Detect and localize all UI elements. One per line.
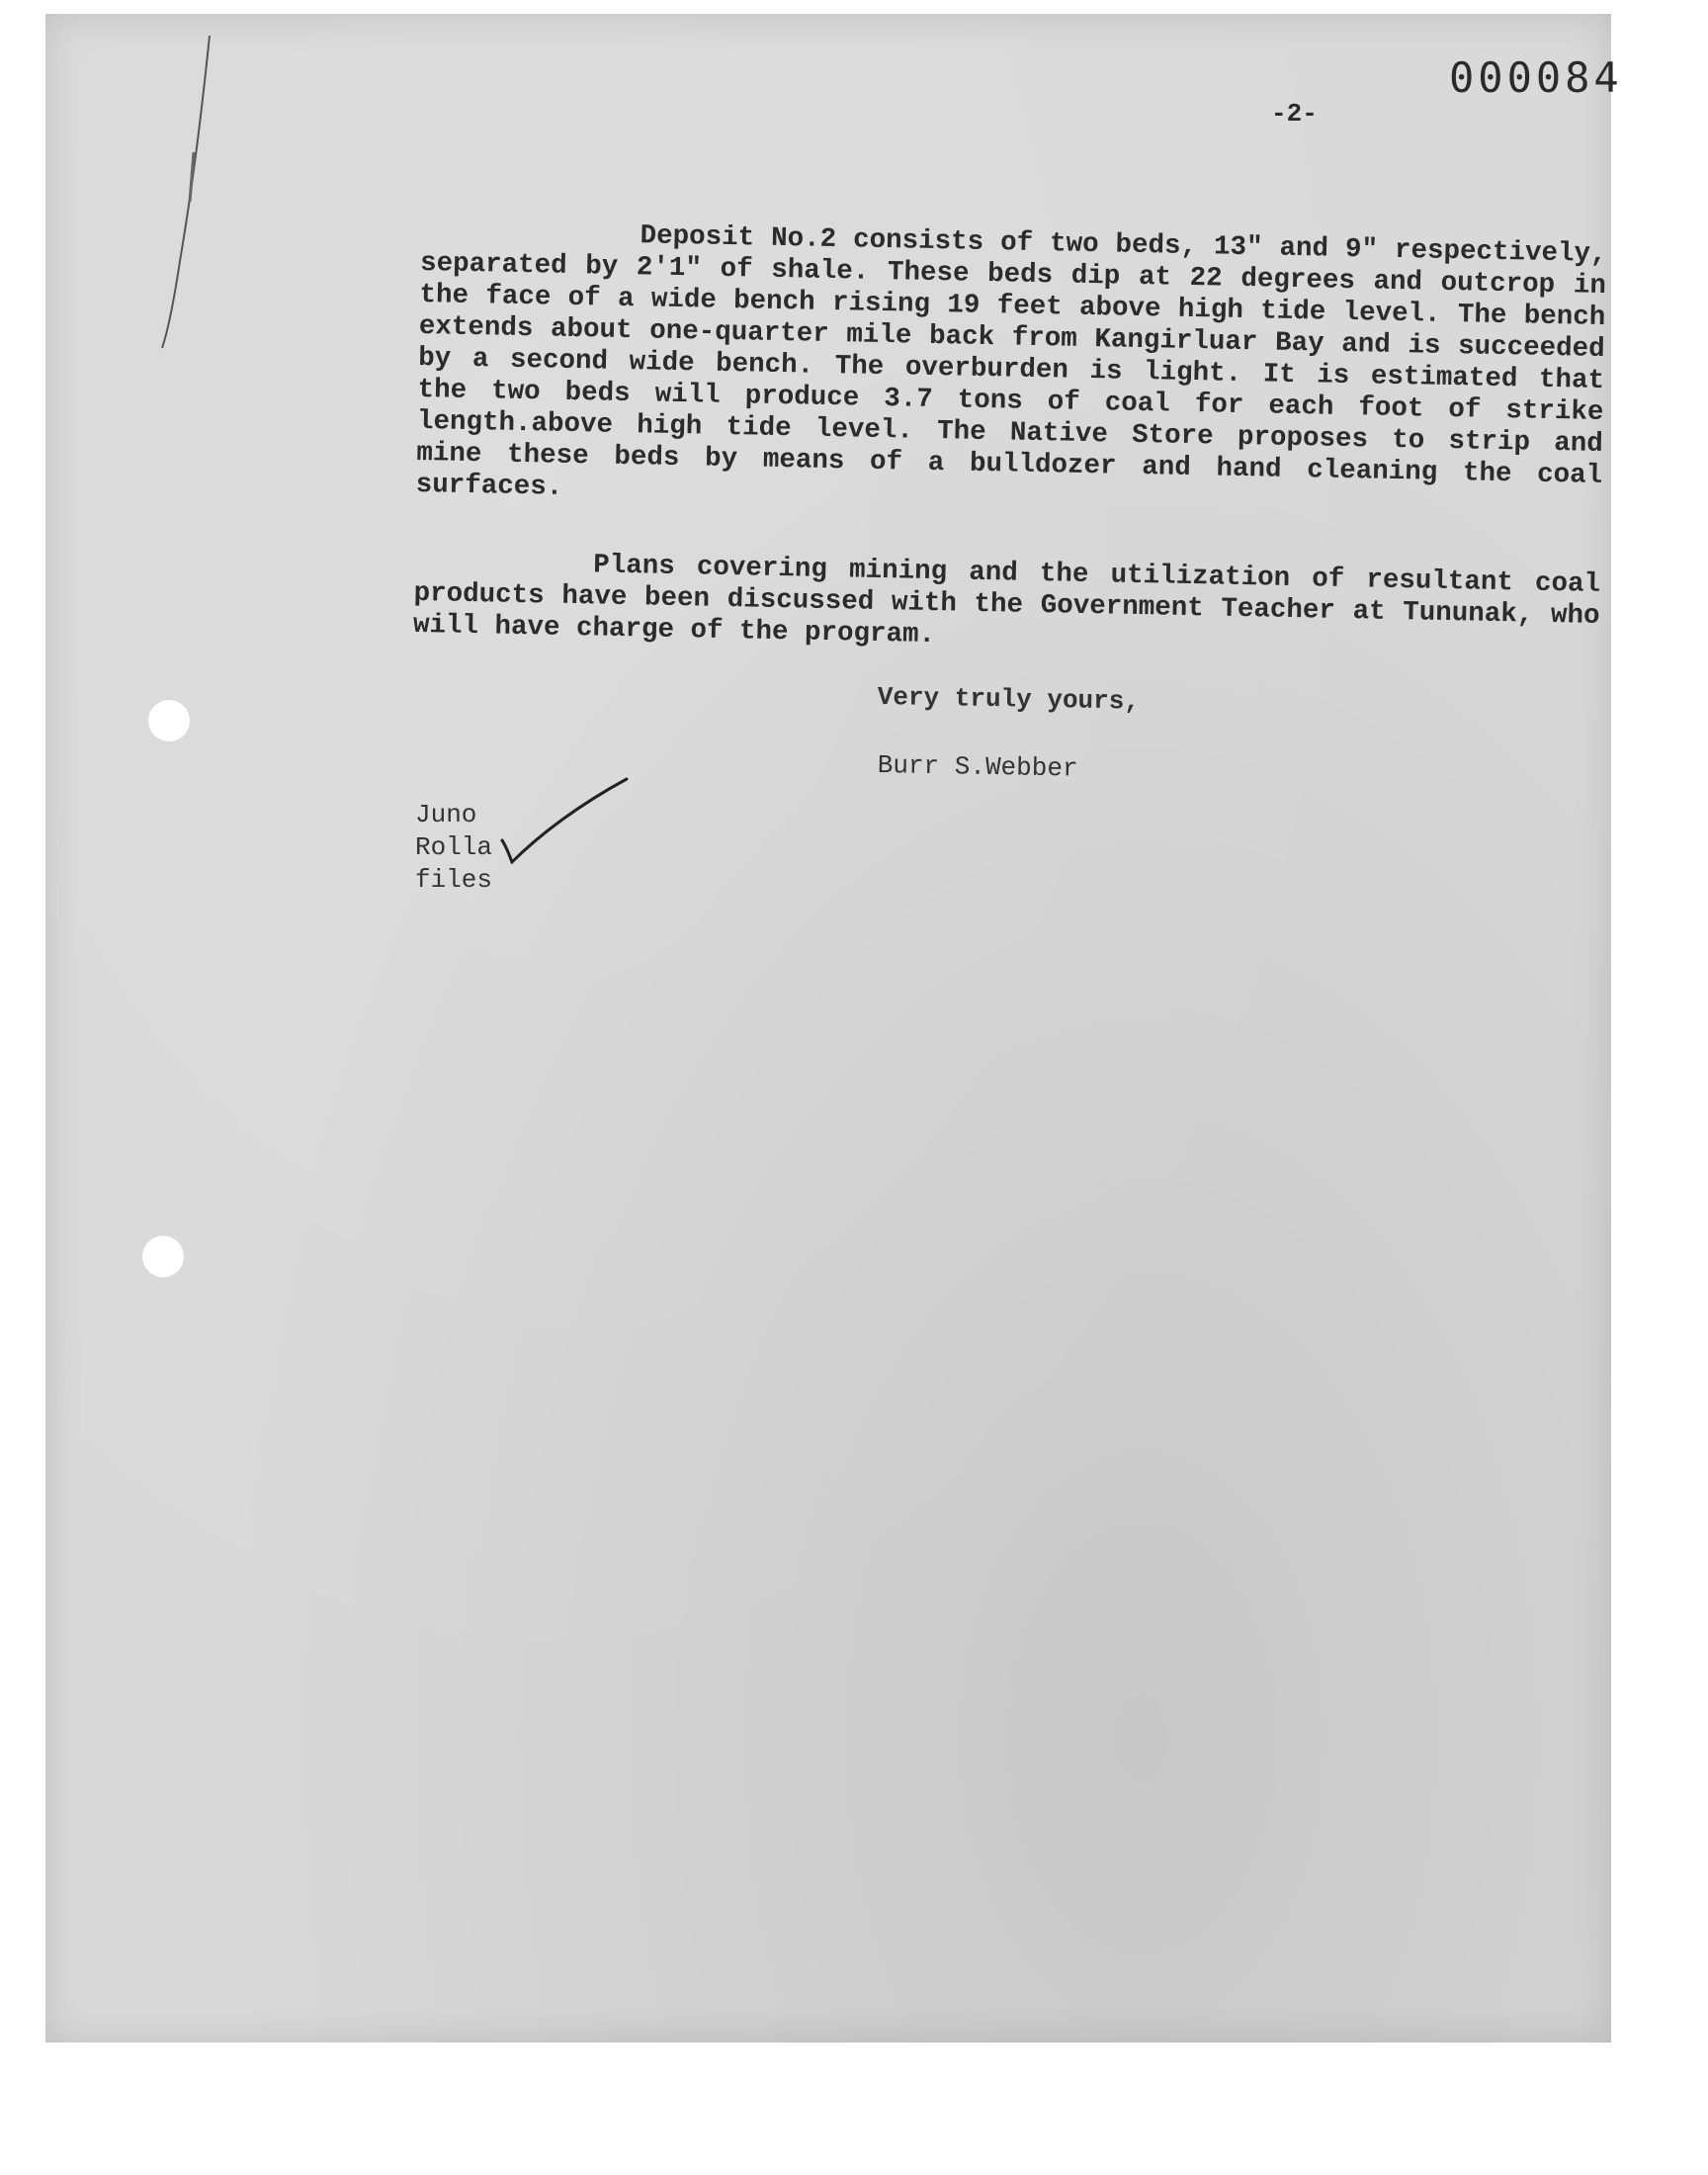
page-number: -2-	[1271, 99, 1318, 129]
punch-hole	[142, 1236, 184, 1277]
paragraph-deposit: Deposit No.2 consists of two beds, 13" and 9" respectively, separated by 2'1" of shale. These beds dip at 22 degrees and outcrop in the face of a wide bench rising 19 feet above high tide level. The bench extends about one-quarter mile back from Kangirluar Bay and is succeeded by a second wide bench. The overburden is light. It is estimated that the two beds will produce 3.7 tons of coal for each foot of strike length.above high tide level. The Native Store proposes to strip and mine these beds by means of a bulldozer and hand cleaning the coal surfaces.	[415, 220, 1607, 503]
signature-name: Burr S.Webber	[877, 750, 1078, 784]
paragraph-plans: Plans covering mining and the utilization of resultant coal products have been discussed with the Government Teacher at Tununak, who will have charge of the program.	[412, 550, 1601, 652]
cc-item: Juno	[415, 800, 477, 829]
closing-line: Very truly yours,	[877, 682, 1141, 717]
letter-body	[413, 217, 1607, 664]
cc-item: files	[415, 865, 493, 895]
document-number: 000084	[1449, 53, 1623, 102]
checkmark-icon	[500, 775, 629, 864]
scan-edge-mark	[132, 34, 221, 350]
cc-list	[415, 799, 492, 897]
cc-item: Rolla	[415, 832, 493, 862]
punch-hole	[148, 700, 190, 741]
document-page	[45, 14, 1623, 2043]
